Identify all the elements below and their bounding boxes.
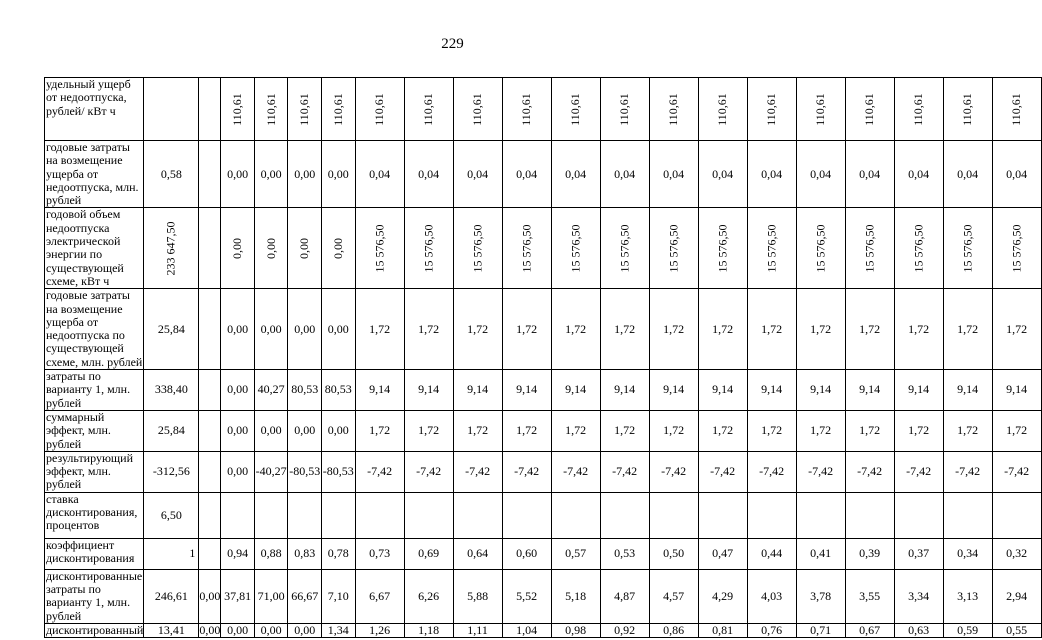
value-cell: 1,72 [894, 289, 943, 370]
value-cell: 0,55 [992, 623, 1041, 637]
value-cell [894, 208, 943, 289]
value-text: 15 576,50 [715, 224, 730, 273]
value-cell: 0,04 [796, 141, 845, 208]
value-cell: 3,55 [845, 569, 894, 623]
value-cell: 0,67 [845, 623, 894, 637]
value-cell: -7,42 [992, 451, 1041, 492]
value-cell: 1,72 [502, 289, 551, 370]
value-text: 15 576,50 [1009, 224, 1024, 273]
value-cell: 0,34 [943, 538, 992, 569]
value-cell: 4,87 [600, 569, 649, 623]
value-text: 110,61 [519, 92, 534, 126]
value-cell [453, 78, 502, 141]
value-cell: 5,88 [453, 569, 502, 623]
value-cell: 0,53 [600, 538, 649, 569]
value-text: 110,61 [230, 92, 245, 126]
value-cell: 0,04 [698, 141, 747, 208]
value-cell: 1,18 [404, 623, 453, 637]
value-cell [698, 208, 747, 289]
value-cell: 9,14 [894, 370, 943, 411]
value-cell: -7,42 [747, 451, 796, 492]
value-cell [199, 538, 221, 569]
value-cell: 0,04 [894, 141, 943, 208]
value-cell: 4,57 [649, 569, 698, 623]
value-cell [845, 208, 894, 289]
value-cell: 0,32 [992, 538, 1041, 569]
value-cell [698, 78, 747, 141]
value-text: 0,00 [330, 237, 345, 259]
row-label: ставка дисконтирования, процентов [45, 492, 144, 538]
value-text: 110,61 [372, 92, 387, 126]
value-cell [600, 492, 649, 538]
value-cell: 0,94 [221, 538, 255, 569]
value-cell: -7,42 [894, 451, 943, 492]
value-cell: 0,41 [796, 538, 845, 569]
value-cell: 9,14 [600, 370, 649, 411]
value-cell: 9,14 [355, 370, 404, 411]
value-cell: 0,71 [796, 623, 845, 637]
value-cell: 0,00 [254, 623, 288, 637]
value-cell: 80,53 [288, 370, 322, 411]
page-number: 229 [441, 36, 464, 52]
value-text: 110,61 [764, 92, 779, 126]
value-cell: 0,00 [288, 141, 322, 208]
value-cell: 0,69 [404, 538, 453, 569]
value-cell: 6,67 [355, 569, 404, 623]
value-cell: 9,14 [943, 370, 992, 411]
value-cell [649, 492, 698, 538]
value-cell [404, 208, 453, 289]
value-cell: -7,42 [796, 451, 845, 492]
value-cell: 1,72 [894, 410, 943, 451]
value-cell: 0,00 [288, 410, 322, 451]
value-cell: 0,39 [845, 538, 894, 569]
value-cell: 0,00 [221, 451, 255, 492]
value-cell [453, 492, 502, 538]
value-cell [894, 78, 943, 141]
value-cell [943, 78, 992, 141]
value-cell: 9,14 [796, 370, 845, 411]
value-cell [404, 492, 453, 538]
value-cell [502, 78, 551, 141]
value-text: 15 576,50 [372, 224, 387, 273]
row-label: дисконтированный [46, 622, 144, 637]
value-cell: 40,27 [254, 370, 288, 411]
value-cell: -7,42 [551, 451, 600, 492]
value-cell: 1,34 [322, 623, 356, 637]
value-cell: 1,72 [747, 410, 796, 451]
value-cell [698, 492, 747, 538]
value-text: 0,00 [297, 237, 312, 259]
value-cell: 1,72 [551, 289, 600, 370]
value-cell [254, 492, 288, 538]
value-cell: 1,72 [992, 289, 1041, 370]
value-cell: 0,04 [551, 141, 600, 208]
value-cell: 9,14 [453, 370, 502, 411]
value-cell: -7,42 [943, 451, 992, 492]
row-label: суммарный эффект, млн. рублей [45, 410, 144, 451]
value-cell [502, 492, 551, 538]
value-cell [845, 78, 894, 141]
value-cell: 0,00 [221, 623, 255, 637]
value-cell: 0,04 [943, 141, 992, 208]
value-cell: 1,72 [943, 410, 992, 451]
row-label: годовые затраты на возмещение ущерба от недоотпуска по существующей схеме, млн. рублей [46, 288, 143, 369]
discount-table [44, 77, 1042, 638]
value-cell: 71,00 [254, 569, 288, 623]
value-cell: 0,00 [199, 623, 221, 638]
value-cell: 0,57 [551, 538, 600, 569]
value-text: 110,61 [960, 92, 975, 126]
value-cell: 1,04 [502, 623, 551, 637]
value-cell: 1,72 [404, 410, 453, 451]
value-cell [649, 78, 698, 141]
value-cell: 0,76 [747, 623, 796, 637]
value-cell: 1,72 [551, 410, 600, 451]
row-total: 25,84 [144, 289, 199, 370]
value-cell: 0,04 [453, 141, 502, 208]
value-cell: 3,13 [943, 569, 992, 623]
value-cell: 0,00 [254, 141, 288, 208]
value-cell: -7,42 [404, 451, 453, 492]
value-cell [943, 492, 992, 538]
value-cell: 9,14 [502, 370, 551, 411]
value-cell: 0,04 [355, 141, 404, 208]
value-cell: 0,98 [551, 623, 600, 637]
value-cell: 0,04 [502, 141, 551, 208]
value-cell: 0,04 [992, 141, 1041, 208]
value-cell: 0,63 [894, 623, 943, 637]
table-row [45, 569, 1042, 623]
value-cell: 1,72 [649, 289, 698, 370]
value-cell [551, 492, 600, 538]
value-cell [199, 141, 221, 208]
value-cell: 9,14 [747, 370, 796, 411]
value-cell [551, 78, 600, 141]
value-cell: 0,88 [254, 538, 288, 569]
value-cell: 9,14 [551, 370, 600, 411]
value-cell: 0,59 [943, 623, 992, 637]
value-cell [747, 208, 796, 289]
value-cell: 9,14 [698, 370, 747, 411]
row-label: годовые затраты на возмещение ущерба от недоотпуска, млн. рублей [45, 141, 144, 208]
value-cell: 0,83 [288, 538, 322, 569]
value-cell: 9,14 [404, 370, 453, 411]
value-cell [992, 78, 1041, 141]
row-total [144, 78, 199, 141]
value-cell: -80,53 [288, 451, 322, 492]
value-cell: 0,78 [322, 538, 356, 569]
value-cell [199, 410, 221, 451]
value-cell: 2,94 [992, 569, 1041, 623]
value-cell [322, 492, 356, 538]
value-cell [199, 451, 221, 492]
value-cell: 4,03 [747, 569, 796, 623]
value-cell [199, 370, 221, 411]
value-cell: 1,72 [796, 289, 845, 370]
value-cell: 1,72 [355, 410, 404, 451]
value-cell: 0,00 [322, 410, 356, 451]
value-text: 15 576,50 [617, 224, 632, 273]
value-cell [322, 208, 356, 289]
value-cell: 4,29 [698, 569, 747, 623]
table-row [45, 538, 1042, 569]
row-total: 246,61 [144, 569, 199, 623]
row-total: -312,56 [144, 451, 199, 492]
value-cell: 1,72 [698, 410, 747, 451]
value-cell [992, 492, 1041, 538]
value-cell: 1,72 [502, 410, 551, 451]
value-cell: 0,04 [404, 141, 453, 208]
value-cell: 1,72 [355, 289, 404, 370]
value-cell [288, 208, 322, 289]
value-cell: 9,14 [992, 370, 1041, 411]
value-cell: 1,72 [845, 289, 894, 370]
value-cell [600, 208, 649, 289]
value-cell: 5,52 [502, 569, 551, 623]
value-cell [221, 208, 255, 289]
value-cell: -7,42 [649, 451, 698, 492]
value-cell [845, 492, 894, 538]
value-cell: 0,37 [894, 538, 943, 569]
value-text: 15 576,50 [911, 224, 926, 273]
value-cell [254, 208, 288, 289]
value-cell [199, 289, 221, 370]
value-text: 15 576,50 [813, 224, 828, 273]
value-cell: 1,72 [453, 289, 502, 370]
value-cell [747, 492, 796, 538]
value-cell: 1,72 [404, 289, 453, 370]
row-label: коэффициент дисконтирования [45, 538, 144, 569]
table-row [45, 410, 1042, 451]
value-text: 15 576,50 [519, 224, 534, 273]
value-cell [199, 208, 221, 289]
value-cell [551, 208, 600, 289]
value-cell: 6,26 [404, 569, 453, 623]
value-cell: 1,72 [698, 289, 747, 370]
row-total: 13,41 [144, 623, 199, 637]
value-cell: -80,53 [322, 451, 356, 492]
value-cell: 0,04 [600, 141, 649, 208]
value-cell: -7,42 [698, 451, 747, 492]
value-cell [747, 78, 796, 141]
row-label: удельный ущерб от недоотпуска, рублей/ кВт ч [45, 78, 144, 141]
value-cell: 9,14 [649, 370, 698, 411]
value-cell [322, 78, 356, 141]
table-row [45, 289, 1042, 370]
value-cell [502, 208, 551, 289]
value-cell: 66,67 [288, 569, 322, 623]
value-cell [894, 492, 943, 538]
value-cell: 0,00 [199, 569, 221, 623]
value-text: 15 576,50 [568, 224, 583, 273]
value-cell [355, 492, 404, 538]
value-cell: 0,00 [221, 289, 255, 370]
row-total-text: 233 647,50 [163, 221, 178, 276]
value-cell [221, 78, 255, 141]
value-text: 110,61 [1009, 92, 1024, 126]
value-cell [992, 208, 1041, 289]
value-cell: 0,86 [649, 623, 698, 637]
value-cell: 0,50 [649, 538, 698, 569]
value-cell: 0,00 [221, 370, 255, 411]
table-row [45, 451, 1042, 492]
value-text: 110,61 [330, 92, 345, 126]
value-cell: 0,04 [747, 141, 796, 208]
value-cell: 0,00 [221, 141, 255, 208]
value-cell: 0,00 [254, 410, 288, 451]
row-label: дисконтированные затраты по варианту 1, млн. рублей [46, 568, 143, 623]
value-text: 110,61 [568, 92, 583, 126]
value-cell [288, 78, 322, 141]
value-text: 110,61 [715, 92, 730, 126]
table-row [45, 141, 1042, 208]
value-cell: 0,73 [355, 538, 404, 569]
row-total: 25,84 [144, 410, 199, 451]
value-cell: -7,42 [845, 451, 894, 492]
value-cell: 0,00 [254, 289, 288, 370]
value-cell [254, 78, 288, 141]
value-text: 110,61 [617, 92, 632, 126]
value-cell: 0,00 [322, 141, 356, 208]
value-cell: -7,42 [355, 451, 404, 492]
row-total: 1 [144, 538, 199, 569]
value-cell: 1,72 [796, 410, 845, 451]
value-cell: -7,42 [453, 451, 502, 492]
value-cell: -7,42 [600, 451, 649, 492]
value-cell: 0,92 [600, 623, 649, 637]
value-cell: 1,72 [747, 289, 796, 370]
value-cell [355, 78, 404, 141]
value-cell: 1,72 [600, 289, 649, 370]
value-cell: 0,47 [698, 538, 747, 569]
value-text: 15 576,50 [862, 224, 877, 273]
row-total: 6,50 [144, 492, 199, 538]
value-cell: 1,72 [600, 410, 649, 451]
value-cell: -7,42 [502, 451, 551, 492]
value-cell: 0,44 [747, 538, 796, 569]
row-total [144, 208, 199, 289]
value-cell: 1,72 [845, 410, 894, 451]
value-cell: 1,72 [943, 289, 992, 370]
row-total: 0,58 [144, 141, 199, 208]
value-cell [943, 208, 992, 289]
value-text: 15 576,50 [960, 224, 975, 273]
value-cell [199, 78, 221, 141]
value-cell: 0,64 [453, 538, 502, 569]
value-cell: 0,00 [221, 410, 255, 451]
value-cell: 3,78 [796, 569, 845, 623]
value-cell [796, 208, 845, 289]
value-text: 110,61 [813, 92, 828, 126]
value-cell: 1,26 [355, 623, 404, 637]
value-cell: 0,00 [288, 289, 322, 370]
value-cell: 0,81 [698, 623, 747, 637]
value-cell: 0,60 [502, 538, 551, 569]
value-cell: 9,14 [845, 370, 894, 411]
value-cell: 7,10 [322, 569, 356, 623]
value-cell [649, 208, 698, 289]
value-text: 110,61 [911, 92, 926, 126]
value-text: 15 576,50 [421, 224, 436, 273]
value-text: 0,00 [263, 237, 278, 259]
value-text: 110,61 [470, 92, 485, 126]
table-row [45, 208, 1042, 289]
value-text: 110,61 [297, 92, 312, 126]
value-text: 15 576,50 [470, 224, 485, 273]
value-cell: 1,72 [649, 410, 698, 451]
value-cell: 1,72 [992, 410, 1041, 451]
value-cell [796, 492, 845, 538]
value-cell: 0,04 [649, 141, 698, 208]
value-cell [288, 492, 322, 538]
row-total: 338,40 [144, 370, 199, 411]
value-text: 0,00 [230, 237, 245, 259]
value-cell [600, 78, 649, 141]
row-label: годовой объем недоотпуска электрической энергии по существующей схеме, кВт ч [45, 208, 144, 289]
table-row [45, 492, 1042, 538]
value-cell: 37,81 [221, 569, 255, 623]
value-cell [199, 492, 221, 538]
value-cell [404, 78, 453, 141]
table-row [45, 623, 1042, 637]
value-text: 110,61 [263, 92, 278, 126]
value-cell: 3,34 [894, 569, 943, 623]
value-cell: 0,00 [288, 623, 322, 637]
value-cell [453, 208, 502, 289]
row-label: затраты по варианту 1, млн. рублей [45, 370, 144, 411]
value-cell: 5,18 [551, 569, 600, 623]
value-cell: 80,53 [322, 370, 356, 411]
value-text: 110,61 [421, 92, 436, 126]
row-label: результирующий эффект, млн. рублей [45, 451, 144, 492]
value-cell: 1,72 [453, 410, 502, 451]
value-cell: 0,00 [322, 289, 356, 370]
value-cell [355, 208, 404, 289]
value-text: 110,61 [862, 92, 877, 126]
value-text: 110,61 [666, 92, 681, 126]
value-cell: 0,04 [845, 141, 894, 208]
value-text: 15 576,50 [666, 224, 681, 273]
table-row [45, 78, 1042, 141]
value-cell: 1,11 [453, 623, 502, 637]
table-row [45, 370, 1042, 411]
value-cell [221, 492, 255, 538]
value-text: 15 576,50 [764, 224, 779, 273]
value-cell: -40,27 [254, 451, 288, 492]
value-cell [796, 78, 845, 141]
